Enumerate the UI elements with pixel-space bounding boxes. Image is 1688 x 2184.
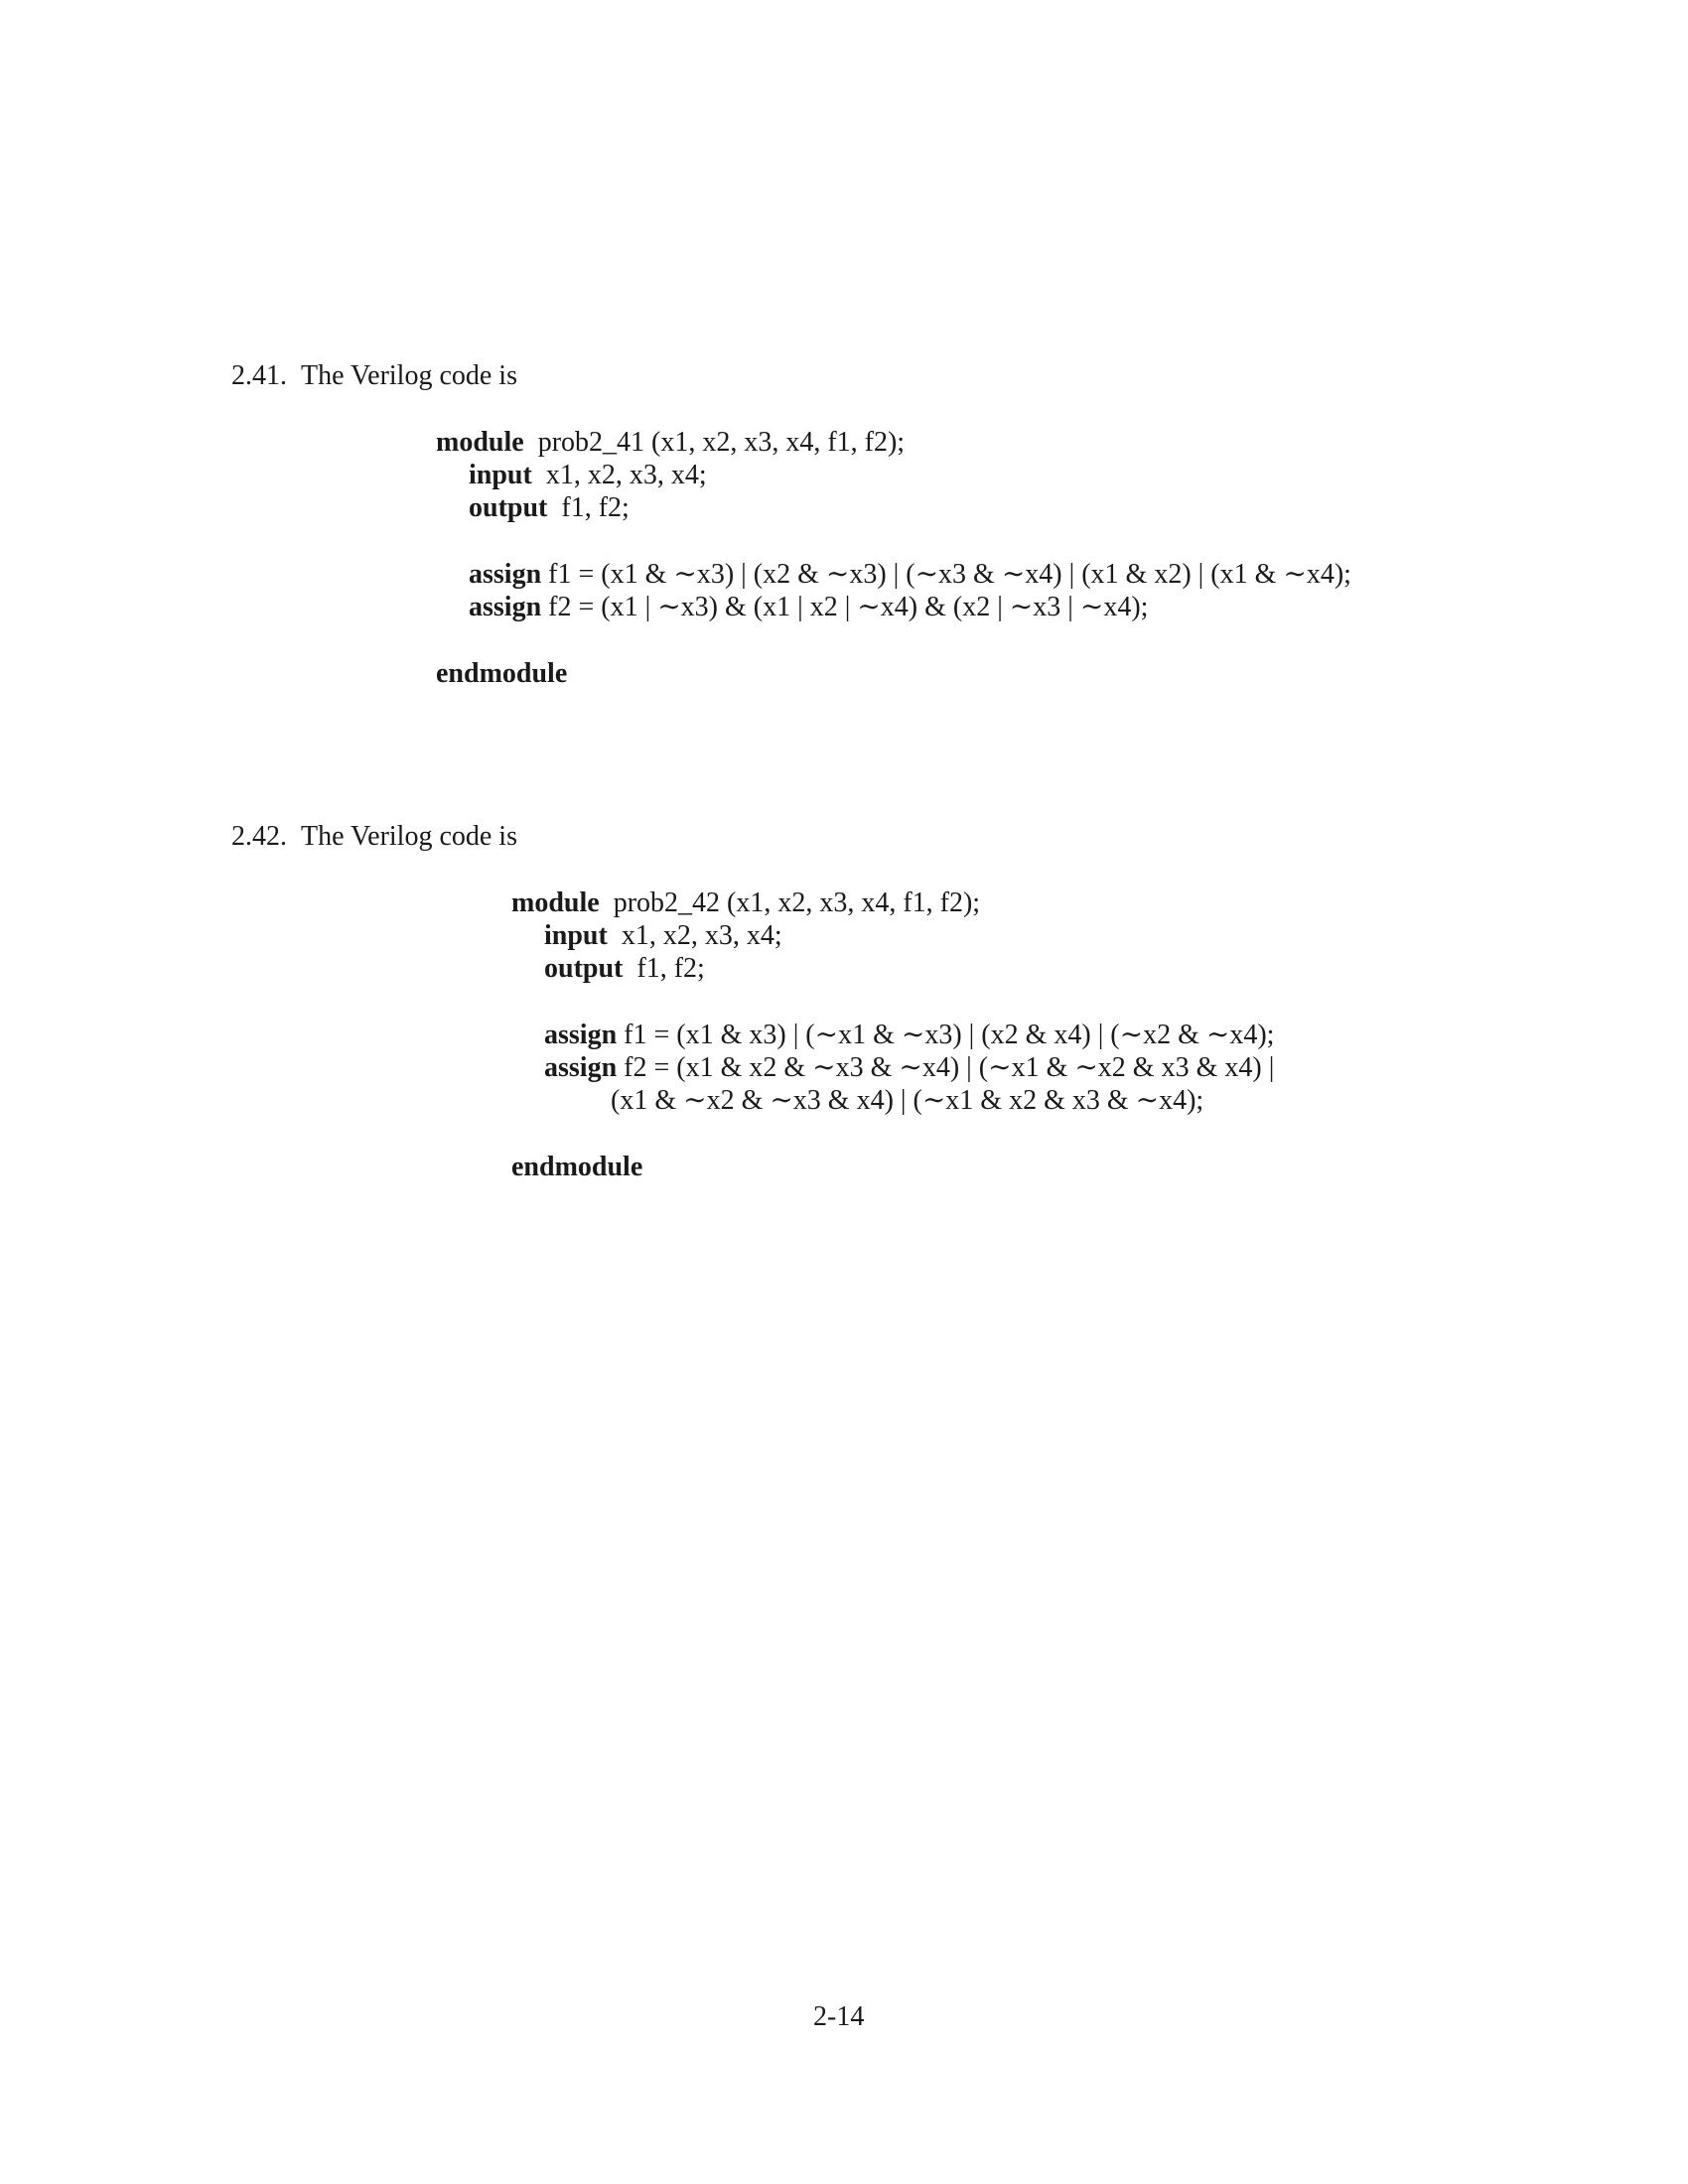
assign-f2-expr: f2 = (x1 & x2 & ∼x3 & ∼x4) | (∼x1 & ∼x2 & x3 & x4) | [624, 1052, 1275, 1083]
keyword-endmodule: endmodule [436, 658, 568, 689]
keyword-assign: assign [544, 1020, 618, 1050]
code-line-endmodule [497, 1126, 642, 1181]
problem-intro: The Verilog code is [301, 821, 517, 852]
keyword-module: module [511, 887, 600, 918]
keyword-input: input [544, 920, 608, 951]
output-list: f1, f2; [561, 492, 630, 523]
input-list: x1, x2, x3, x4; [545, 460, 707, 490]
code-line-output [455, 467, 630, 522]
keyword-endmodule: endmodule [511, 1152, 643, 1182]
keyword-assign: assign [544, 1052, 618, 1083]
keyword-assign: assign [469, 559, 542, 590]
output-list: f1, f2; [636, 953, 705, 984]
module-signature: prob2_42 (x1, x2, x3, x4, f1, f2); [613, 887, 981, 918]
assign-f1-expr: f1 = (x1 & x3) | (∼x1 & ∼x3) | (x2 & x4) | (∼x2 & ∼x4); [624, 1020, 1275, 1050]
assign-f2-expr-cont: (x1 & ∼x2 & ∼x3 & x4) | (∼x1 & x2 & x3 & ∼x4); [611, 1085, 1204, 1116]
problem-2-42-heading [217, 795, 517, 851]
assign-f2-expr: f2 = (x1 | ∼x3) & (x1 | x2 | ∼x4) & (x2 | ∼x3 | ∼x4); [548, 592, 1149, 622]
keyword-output: output [544, 953, 624, 984]
problem-number: 2.41. [231, 360, 287, 391]
code-line-output [530, 927, 705, 983]
problem-intro: The Verilog code is [301, 360, 517, 391]
page-number: 2-14 [813, 2001, 865, 2032]
keyword-module: module [436, 427, 524, 458]
code-line-endmodule [422, 632, 567, 688]
input-list: x1, x2, x3, x4; [621, 920, 782, 951]
module-signature: prob2_41 (x1, x2, x3, x4, f1, f2); [537, 427, 906, 458]
code-line-assign-f2 [455, 566, 1148, 621]
keyword-output: output [469, 492, 548, 523]
code-line-assign-f2-continuation [597, 1059, 1203, 1115]
problem-number: 2.42. [231, 821, 287, 852]
keyword-assign: assign [469, 592, 542, 622]
assign-f1-expr: f1 = (x1 & ∼x3) | (x2 & ∼x3) | (∼x3 & ∼x4) | (x1 & x2) | (x1 & ∼x4); [548, 559, 1351, 590]
keyword-input: input [469, 460, 532, 490]
problem-2-41-heading [217, 335, 517, 390]
